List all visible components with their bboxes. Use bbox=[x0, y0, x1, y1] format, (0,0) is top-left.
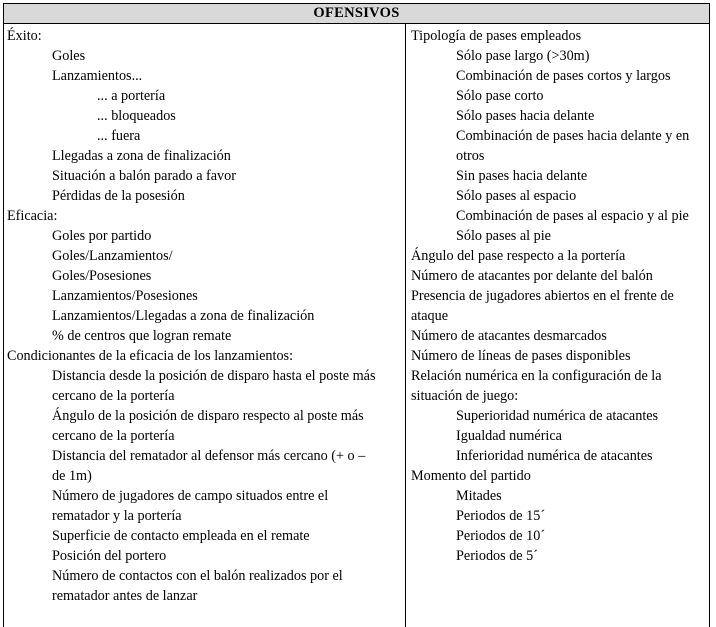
list-item: Posición del portero bbox=[52, 548, 167, 564]
list-item: Pérdidas de la posesión bbox=[52, 188, 185, 204]
list-item: Llegadas a zona de finalización bbox=[52, 148, 231, 164]
section-exito: Éxito: bbox=[7, 28, 42, 44]
table-title: OFENSIVOS bbox=[313, 5, 400, 21]
list-item: Sólo pases hacia delante bbox=[456, 108, 595, 124]
list-item: Goles por partido bbox=[52, 228, 152, 244]
section-angulo-pase: Ángulo del pase respecto a la portería bbox=[411, 248, 626, 264]
list-item-continuation: cercano de la portería bbox=[52, 428, 175, 444]
list-item: Distancia desde la posición de disparo hasta el poste más bbox=[52, 368, 376, 384]
list-item: Sólo pase corto bbox=[456, 88, 544, 104]
list-item-continuation: rematador y la portería bbox=[52, 508, 182, 524]
left-column bbox=[4, 24, 406, 627]
list-item: Goles/Lanzamientos/ bbox=[52, 248, 173, 264]
list-item: Periodos de 5´ bbox=[456, 548, 538, 564]
list-item: Sólo pases al pie bbox=[456, 228, 551, 244]
section-atacantes-delante: Número de atacantes por delante del balón bbox=[411, 268, 653, 284]
list-item: Lanzamientos... bbox=[52, 68, 143, 84]
list-item: Lanzamientos/Llegadas a zona de finalización bbox=[52, 308, 315, 324]
section-desmarcados: Número de atacantes desmarcados bbox=[411, 328, 607, 344]
list-item: ... fuera bbox=[97, 128, 141, 144]
list-item: % de centros que logran remate bbox=[52, 328, 232, 344]
list-item: Superficie de contacto empleada en el remate bbox=[52, 528, 310, 544]
list-item: Igualdad numérica bbox=[456, 428, 562, 444]
list-item-continuation: de 1m) bbox=[52, 468, 92, 484]
list-item: Goles bbox=[52, 48, 86, 64]
list-item: Superioridad numérica de atacantes bbox=[456, 408, 659, 424]
list-item: Número de jugadores de campo situados entre el bbox=[52, 488, 329, 504]
list-item: Sólo pases al espacio bbox=[456, 188, 577, 204]
section-continuation: situación de juego: bbox=[411, 388, 519, 404]
list-item: Combinación de pases al espacio y al pie bbox=[456, 208, 689, 224]
list-item-continuation: otros bbox=[456, 148, 485, 164]
list-item: Lanzamientos/Posesiones bbox=[52, 288, 198, 304]
list-item: Distancia del rematador al defensor más cercano (+ o – bbox=[52, 448, 366, 464]
section-eficacia: Eficacia: bbox=[7, 208, 58, 224]
section-lineas: Número de líneas de pases disponibles bbox=[411, 348, 631, 364]
list-item-continuation: cercano de la portería bbox=[52, 388, 175, 404]
list-item: Mitades bbox=[456, 488, 502, 504]
list-item: Ángulo de la posición de disparo respecto al poste más bbox=[52, 408, 364, 424]
section-condicionantes: Condicionantes de la eficacia de los lanzamientos: bbox=[7, 348, 294, 364]
list-item-continuation: rematador antes de lanzar bbox=[52, 588, 198, 604]
list-item: ... bloqueados bbox=[97, 108, 176, 124]
list-item: Sólo pase largo (>30m) bbox=[456, 48, 590, 64]
section-relacion: Relación numérica en la configuración de la bbox=[411, 368, 662, 384]
section-continuation: ataque bbox=[411, 308, 449, 324]
list-item: Sin pases hacia delante bbox=[456, 168, 588, 184]
right-column bbox=[406, 24, 709, 627]
list-item: Goles/Posesiones bbox=[52, 268, 152, 284]
section-abiertos: Presencia de jugadores abiertos en el frente de bbox=[411, 288, 674, 304]
section-tipologia: Tipología de pases empleados bbox=[411, 28, 582, 44]
table-header bbox=[4, 4, 709, 24]
list-item: Periodos de 15´ bbox=[456, 508, 546, 524]
offensive-indicators-table bbox=[3, 3, 710, 627]
list-item: Combinación de pases cortos y largos bbox=[456, 68, 671, 84]
list-item: Situación a balón parado a favor bbox=[52, 168, 236, 184]
list-item: Periodos de 10´ bbox=[456, 528, 546, 544]
list-item: Combinación de pases hacia delante y en bbox=[456, 128, 690, 144]
list-item: Número de contactos con el balón realizados por el bbox=[52, 568, 343, 584]
section-momento: Momento del partido bbox=[411, 468, 531, 484]
list-item: ... a portería bbox=[97, 88, 166, 104]
list-item: Inferioridad numérica de atacantes bbox=[456, 448, 653, 464]
